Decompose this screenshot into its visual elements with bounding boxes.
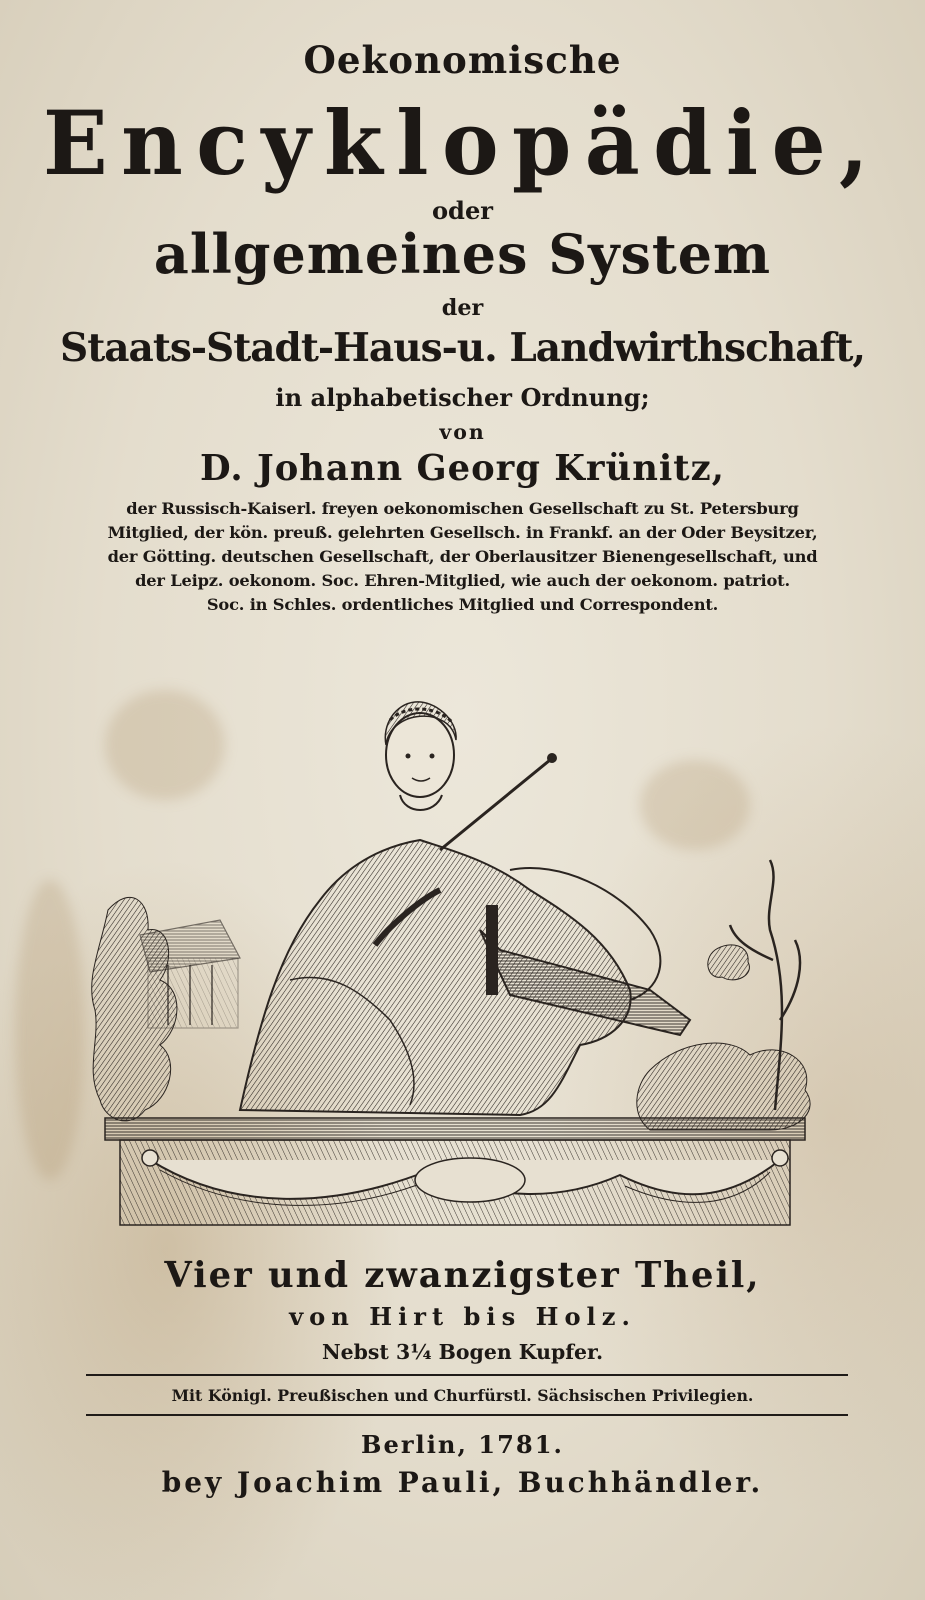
author-affiliation-line: der Götting. deutschen Gesellschaft, der Oberlausitzer Bienengesellschaft, und [107, 547, 818, 566]
title-line-landwirthschaft: Staats-Stadt-Haus-u. Landwirthschaft, [60, 325, 865, 371]
foxing-stain [15, 880, 85, 1180]
allegorical-engraving [90, 690, 830, 1245]
author-by: von [439, 420, 486, 444]
imprint-publisher: bey Joachim Pauli, Buchhändler. [161, 1466, 764, 1499]
title-line-der: der [441, 295, 484, 321]
title-line-oekonomische: Oekonomische [303, 38, 622, 82]
author-affiliation-line: der Russisch-Kaiserl. freyen oekonomischen Gesellschaft zu St. Petersburg [126, 499, 799, 518]
imprint-place-year: Berlin, 1781. [361, 1430, 564, 1459]
title-line-ordnung: in alphabetischer Ordnung; [275, 383, 650, 412]
privilege-line: Mit Königl. Preußischen und Churfürstl. Sächsischen Privilegien. [171, 1386, 754, 1405]
author-affiliation-line: Soc. in Schles. ordentliches Mitglied und Correspondent. [206, 595, 719, 614]
right-foliage [637, 945, 810, 1130]
rule-top [86, 1374, 848, 1376]
volume-range: von Hirt bis Holz. [289, 1302, 636, 1331]
volume-plates: Nebst 3¼ Bogen Kupfer. [321, 1340, 604, 1364]
seated-figure [240, 702, 690, 1115]
rule-bottom [86, 1414, 848, 1416]
title-line-oder: oder [431, 196, 494, 225]
author-name: D. Johann Georg Krünitz, [200, 448, 725, 489]
plinth [105, 1118, 805, 1225]
author-affiliation-line: der Leipz. oekonom. Soc. Ehren-Mitglied, wie auch der oekonom. patriot. [135, 571, 790, 590]
author-affiliation-line: Mitglied, der kön. preuß. gelehrten Gesellsch. in Frankf. an der Oder Beysitzer, [107, 523, 818, 542]
volume-part: Vier und zwanzigster Theil, [164, 1255, 761, 1296]
title-line-allgemeines-system: allgemeines System [153, 222, 772, 286]
title-line-encyklopaedie: Encyklopädie, [42, 91, 882, 195]
